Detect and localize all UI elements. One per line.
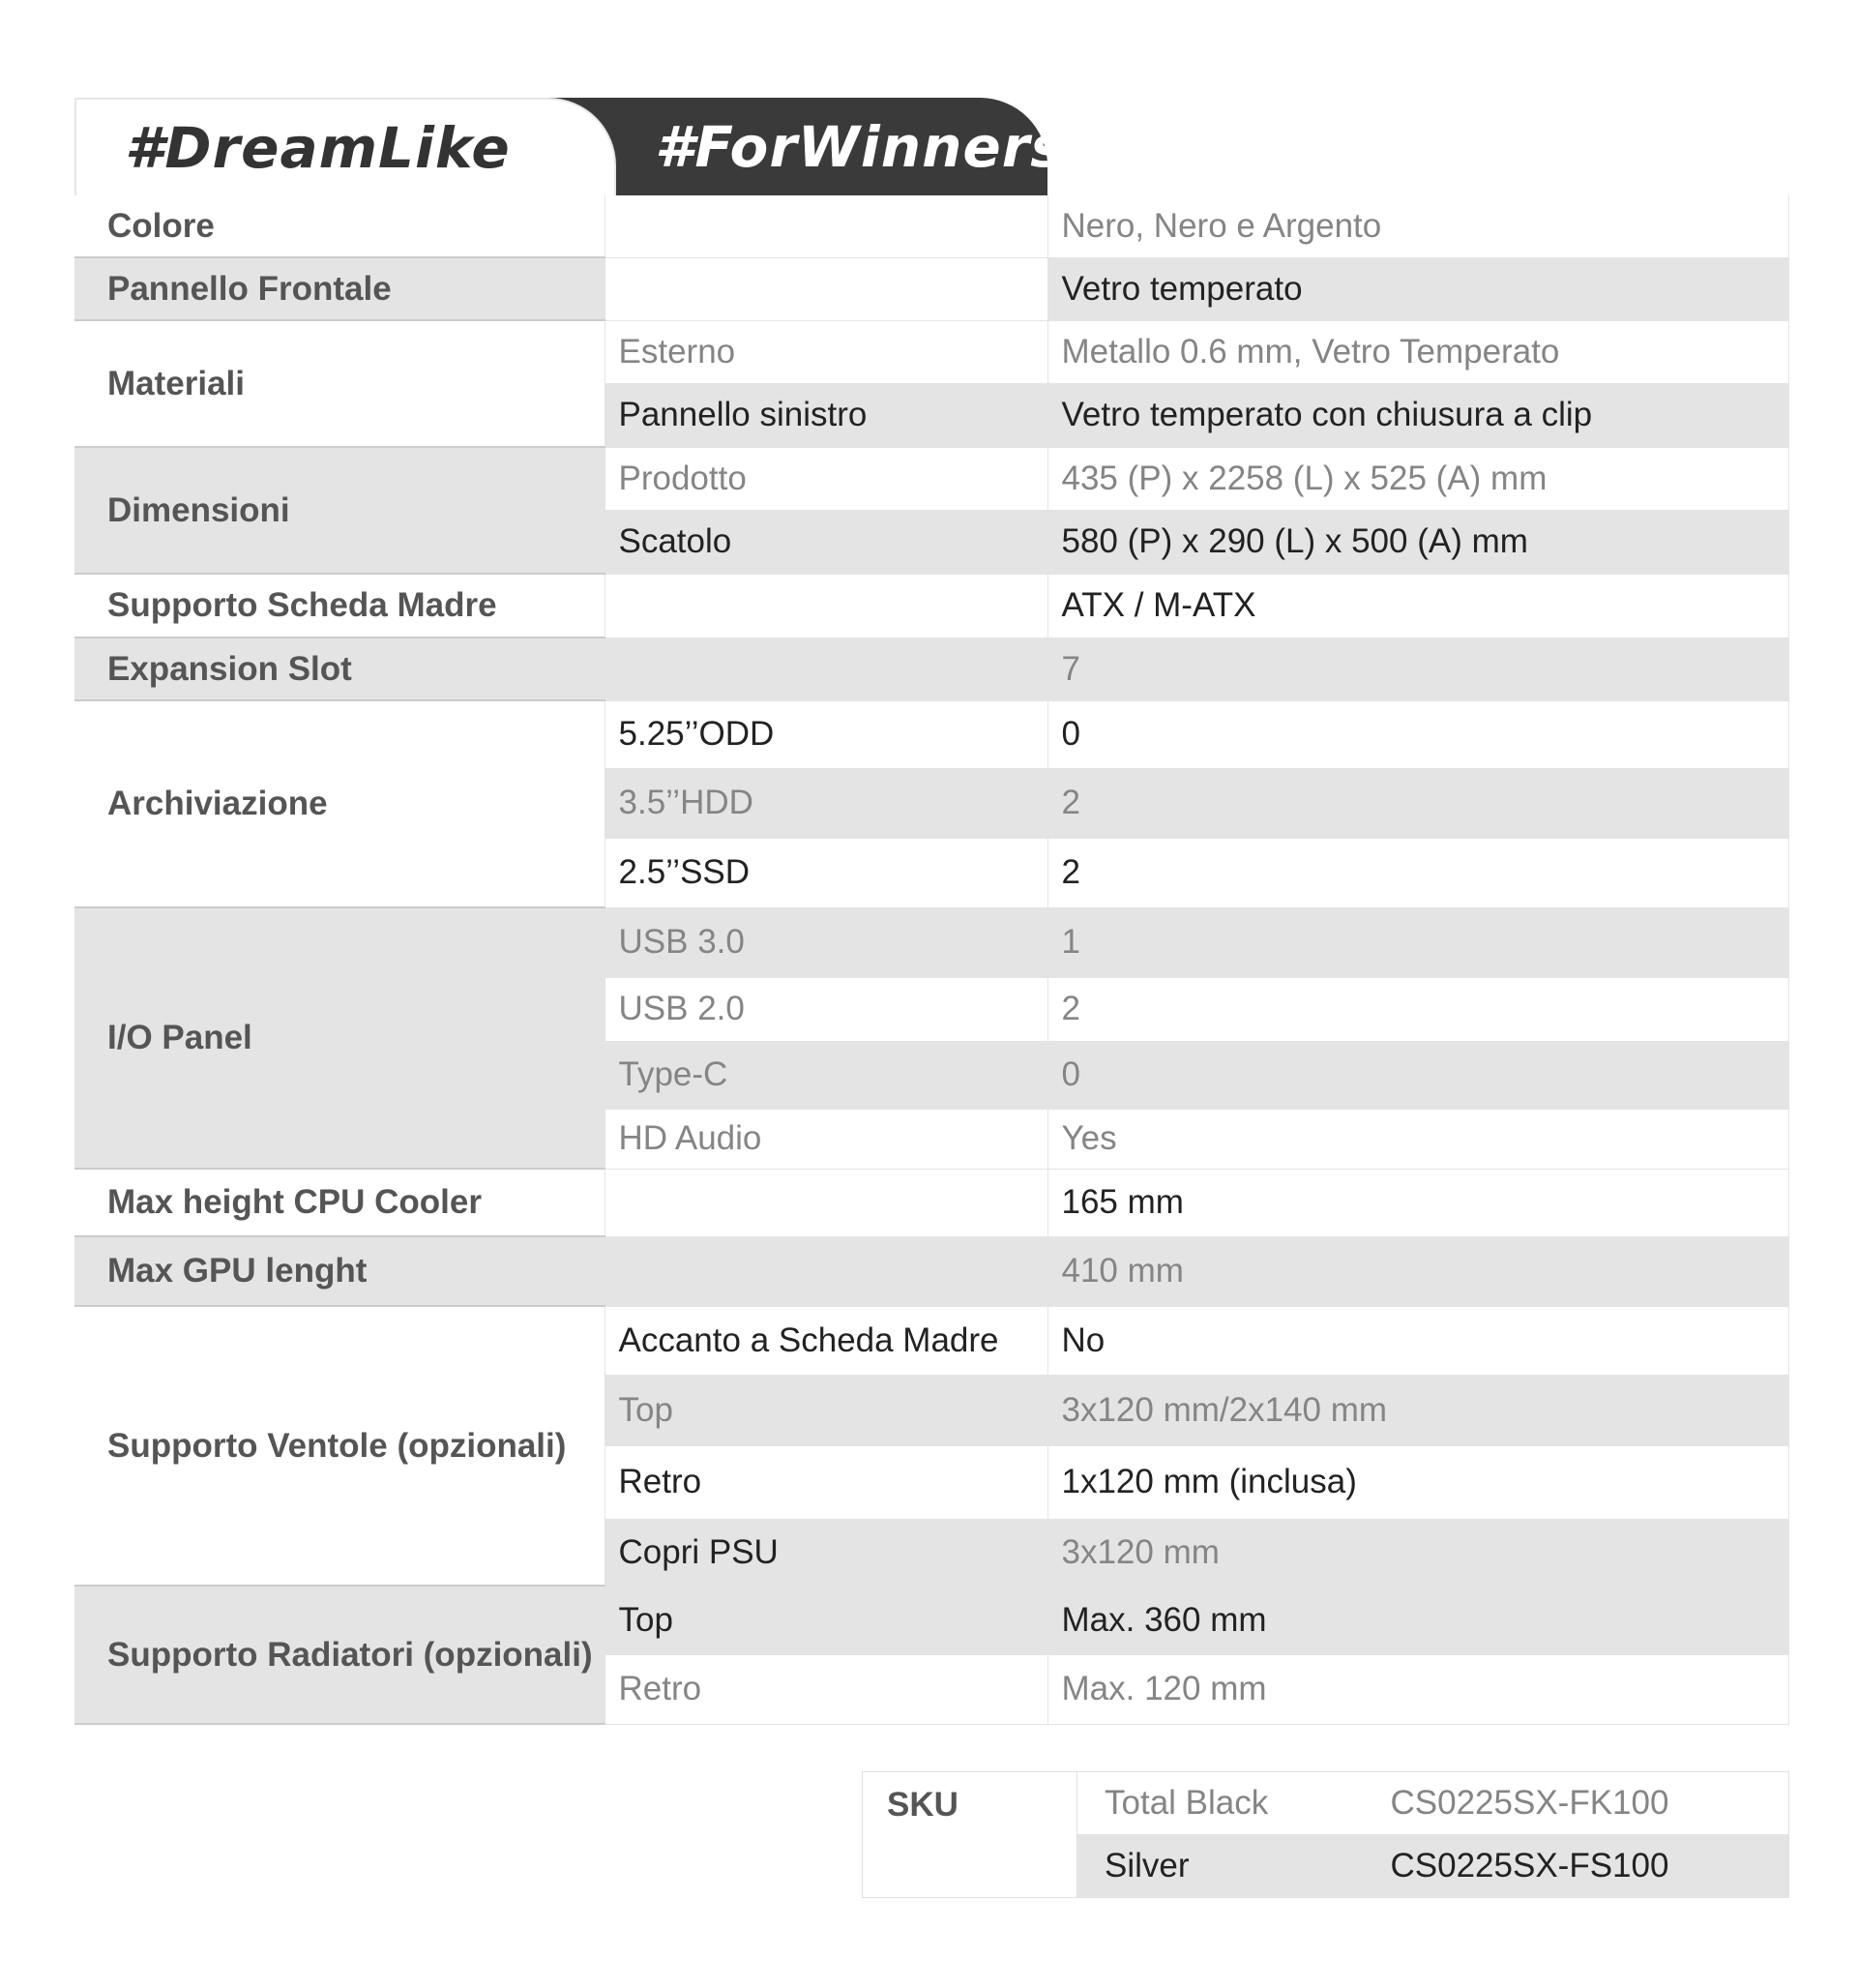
spec-sub — [605, 638, 1047, 700]
spec-sub: Prodotto — [605, 447, 1047, 510]
spec-sub: 2.5’’SSD — [605, 838, 1047, 907]
spec-sub: 5.25’’ODD — [605, 700, 1047, 768]
spec-value: 1x120 mm (inclusa) — [1047, 1445, 1788, 1519]
sku-code: CS0225SX-FS100 — [1391, 1835, 1789, 1898]
spec-row-io-panel — [74, 907, 1788, 977]
spec-row-expansion-slot — [74, 638, 1788, 700]
spec-value: ATX / M-ATX — [1047, 574, 1788, 638]
spec-value: 3x120 mm/2x140 mm — [1047, 1375, 1788, 1445]
spec-sub — [605, 195, 1047, 257]
spec-sub: Retro — [605, 1445, 1047, 1519]
spec-label: Supporto Scheda Madre — [74, 574, 605, 638]
spec-row-archiviazione — [74, 700, 1788, 768]
sku-table — [862, 1771, 1789, 1898]
spec-sub: Pannello sinistro — [605, 383, 1047, 447]
spec-sub: Top — [605, 1375, 1047, 1445]
spec-sub: Scatolo — [605, 510, 1047, 574]
spec-sub: HD Audio — [605, 1109, 1047, 1169]
spec-row-colore — [74, 195, 1788, 257]
spec-value: No — [1047, 1306, 1788, 1375]
spec-sub: Top — [605, 1586, 1047, 1654]
spec-label: Colore — [74, 195, 605, 257]
spec-value: Max. 360 mm — [1047, 1586, 1788, 1654]
spec-value: 7 — [1047, 638, 1788, 700]
sku-name: Total Black — [1077, 1772, 1391, 1835]
spec-value: 435 (P) x 2258 (L) x 525 (A) mm — [1047, 447, 1788, 510]
spec-row-supporto-radiatori — [74, 1586, 1788, 1654]
spec-sub: Copri PSU — [605, 1519, 1047, 1586]
spec-label: Materiali — [74, 320, 605, 447]
spec-sub: 3.5’’HDD — [605, 768, 1047, 838]
spec-row-pannello-frontale — [74, 257, 1788, 320]
tab-forwinners-label: #ForWinners — [655, 113, 1065, 180]
spec-sub: USB 3.0 — [605, 907, 1047, 977]
sku-code: CS0225SX-FK100 — [1391, 1772, 1789, 1835]
sku-row — [863, 1772, 1789, 1835]
spec-value: 580 (P) x 290 (L) x 500 (A) mm — [1047, 510, 1788, 574]
spec-value: Vetro temperato — [1047, 257, 1788, 320]
spec-sub: Retro — [605, 1654, 1047, 1724]
spec-label: I/O Panel — [74, 907, 605, 1169]
spec-row-materiali — [74, 320, 1788, 383]
spec-sub: Accanto a Scheda Madre — [605, 1306, 1047, 1375]
spec-value: 410 mm — [1047, 1236, 1788, 1306]
spec-value: 2 — [1047, 838, 1788, 907]
spec-sub: USB 2.0 — [605, 977, 1047, 1041]
spec-sub: Type-C — [605, 1041, 1047, 1109]
spec-value: Yes — [1047, 1109, 1788, 1169]
spec-label: Dimensioni — [74, 447, 605, 574]
spec-sub — [605, 1236, 1047, 1306]
spec-value: Max. 120 mm — [1047, 1654, 1788, 1724]
spec-label: Expansion Slot — [74, 638, 605, 700]
tab-dreamlike-label: #DreamLike — [125, 114, 511, 181]
spec-row-max-gpu — [74, 1236, 1788, 1306]
spec-row-supporto-ventole — [74, 1306, 1788, 1375]
spec-value: Nero, Nero e Argento — [1047, 195, 1788, 257]
spec-label: Archiviazione — [74, 700, 605, 907]
sku-name: Silver — [1077, 1835, 1391, 1898]
spec-label: Max height CPU Cooler — [74, 1169, 605, 1236]
spec-label: Supporto Ventole (opzionali) — [74, 1306, 605, 1586]
spec-sub — [605, 1169, 1047, 1236]
spec-label: Supporto Radiatori (opzionali) — [74, 1586, 605, 1724]
spec-value: 165 mm — [1047, 1169, 1788, 1236]
spec-label: Pannello Frontale — [74, 257, 605, 320]
spec-value: 0 — [1047, 1041, 1788, 1109]
spec-label: Max GPU lenght — [74, 1236, 605, 1306]
header-tabs — [74, 98, 1065, 195]
spec-sub: Esterno — [605, 320, 1047, 383]
spec-sub — [605, 574, 1047, 638]
spec-row-dimensioni — [74, 447, 1788, 510]
spec-value: Vetro temperato con chiusura a clip — [1047, 383, 1788, 447]
spec-value: 2 — [1047, 977, 1788, 1041]
spec-row-supporto-scheda-madre — [74, 574, 1788, 638]
spec-value: Metallo 0.6 mm, Vetro Temperato — [1047, 320, 1788, 383]
tab-dreamlike — [74, 98, 616, 195]
spec-table — [74, 195, 1789, 1725]
sku-label: SKU — [863, 1772, 1077, 1898]
spec-row-max-cpu-cooler — [74, 1169, 1788, 1236]
spec-value: 2 — [1047, 768, 1788, 838]
spec-value: 3x120 mm — [1047, 1519, 1788, 1586]
spec-value: 1 — [1047, 907, 1788, 977]
spec-value: 0 — [1047, 700, 1788, 768]
spec-sub — [605, 257, 1047, 320]
